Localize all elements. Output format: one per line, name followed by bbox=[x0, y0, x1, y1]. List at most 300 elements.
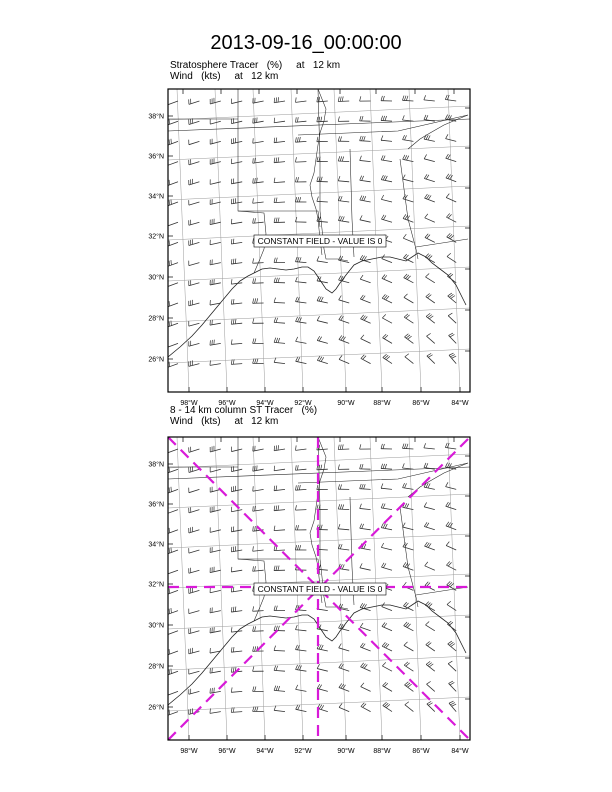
wind-barb-flag bbox=[274, 686, 276, 691]
wind-barb-flag bbox=[274, 118, 275, 123]
wind-barb-flag bbox=[253, 586, 254, 591]
wind-barb-flag bbox=[321, 117, 322, 122]
wind-barb bbox=[446, 217, 456, 222]
wind-barb bbox=[424, 198, 434, 202]
lon-tick-label: 96°W bbox=[218, 748, 236, 755]
wind-barb bbox=[445, 99, 456, 101]
wind-barb bbox=[253, 101, 264, 103]
wind-barb-flag bbox=[362, 464, 363, 469]
wind-barb bbox=[404, 297, 413, 303]
wind-barb-flag bbox=[278, 338, 280, 343]
wind-barb-flag bbox=[255, 687, 256, 692]
wind-barb-flag bbox=[427, 701, 431, 704]
wind-barb-flag bbox=[317, 177, 318, 182]
wind-barb-flag bbox=[253, 198, 254, 203]
wind-barb bbox=[317, 669, 328, 672]
wind-barb-flag bbox=[274, 338, 276, 343]
lon-gridline-0 bbox=[177, 89, 189, 392]
lat-tick-label: 30°N bbox=[148, 622, 164, 630]
wind-barb-flag bbox=[427, 353, 431, 356]
wind-barb-flag bbox=[231, 667, 232, 672]
wind-barb-flag bbox=[295, 157, 296, 162]
wind-barb-flag bbox=[295, 505, 296, 510]
wind-barb bbox=[210, 364, 221, 366]
wind-barb-flag bbox=[381, 136, 383, 141]
wind-barb bbox=[317, 121, 328, 122]
wind-barb bbox=[426, 625, 435, 631]
lon-gridline-6 bbox=[409, 89, 421, 392]
boundary-coast bbox=[168, 253, 466, 357]
wind-barb-flag bbox=[381, 155, 383, 160]
wind-barb-flag bbox=[402, 463, 404, 468]
wind-barb-flag bbox=[424, 95, 426, 100]
wind-barb bbox=[210, 343, 221, 345]
wind-barb-flag bbox=[299, 257, 301, 262]
wind-barb bbox=[338, 549, 349, 550]
wind-barb-flag bbox=[362, 116, 363, 121]
wind-barb bbox=[424, 526, 434, 529]
wind-barb-flag bbox=[403, 582, 406, 586]
wind-barb bbox=[168, 449, 178, 453]
wind-barb bbox=[210, 121, 221, 124]
wind-barb-flag bbox=[295, 485, 296, 490]
wind-barb-flag bbox=[297, 177, 298, 182]
wind-barb-flag bbox=[383, 444, 384, 449]
wind-barb bbox=[381, 140, 392, 141]
wind-barb-flag bbox=[276, 686, 278, 691]
wind-barb-flag bbox=[340, 156, 342, 161]
wind-barb-flag bbox=[317, 316, 319, 320]
wind-barb bbox=[360, 528, 371, 530]
wind-barb-flag bbox=[448, 313, 452, 316]
wind-barb bbox=[338, 181, 349, 182]
wind-barb-flag bbox=[231, 319, 232, 324]
wind-barb-flag bbox=[381, 563, 384, 567]
wind-barb-flag bbox=[383, 96, 384, 101]
wind-barb bbox=[405, 357, 414, 364]
wind-barb-flag bbox=[295, 97, 296, 102]
wind-barb-flag bbox=[424, 463, 426, 468]
wind-barb bbox=[295, 141, 306, 142]
wind-barb bbox=[189, 263, 200, 266]
wind-barb bbox=[381, 180, 392, 182]
wind-barb bbox=[274, 101, 285, 103]
wind-barb-flag bbox=[253, 218, 254, 223]
wind-barb-flag bbox=[274, 318, 276, 323]
wind-barb-flag bbox=[276, 258, 277, 263]
wind-barb-flag bbox=[340, 196, 342, 201]
wind-barb-flag bbox=[253, 238, 254, 243]
constant-field-text: CONSTANT FIELD - VALUE IS 0 bbox=[257, 584, 383, 594]
wind-barb-flag bbox=[255, 626, 256, 631]
wind-barb-flag bbox=[255, 339, 256, 344]
wind-barb bbox=[295, 162, 306, 163]
wind-barb bbox=[168, 691, 178, 695]
wind-barb-flag bbox=[233, 319, 234, 324]
wind-barb-flag bbox=[274, 98, 275, 103]
wind-barb-flag bbox=[383, 156, 385, 161]
boundary-gaFl bbox=[416, 239, 468, 247]
wind-barb-flag bbox=[231, 259, 232, 264]
wind-barb bbox=[338, 161, 349, 162]
wind-barb bbox=[382, 278, 392, 282]
wind-barb-flag bbox=[274, 666, 276, 671]
wind-barb-flag bbox=[295, 257, 297, 262]
wind-barb bbox=[274, 342, 285, 343]
wind-barb bbox=[274, 489, 285, 490]
wind-barb-flag bbox=[295, 117, 296, 122]
wind-barb bbox=[382, 318, 392, 323]
wind-barb-flag bbox=[257, 707, 258, 712]
wind-barb-flag bbox=[342, 96, 343, 101]
wind-barb-flag bbox=[299, 666, 301, 671]
wind-barb bbox=[381, 468, 392, 469]
wind-barb-flag bbox=[233, 647, 234, 652]
wind-barb bbox=[189, 489, 199, 492]
wind-barb bbox=[295, 510, 306, 511]
wind-barb-flag bbox=[235, 607, 236, 612]
wind-barb-flag bbox=[338, 136, 339, 141]
wind-barb-flag bbox=[233, 259, 234, 264]
wind-barb-flag bbox=[257, 298, 258, 303]
wind-barb bbox=[360, 160, 371, 161]
wind-barb-flag bbox=[253, 258, 254, 263]
wind-barb bbox=[361, 687, 371, 692]
wind-barb bbox=[317, 301, 328, 303]
wind-barb-flag bbox=[276, 506, 277, 511]
wind-barb bbox=[274, 650, 285, 651]
wind-barb-flag bbox=[253, 178, 254, 183]
lon-tick-label: 96°W bbox=[218, 400, 236, 407]
wind-barb-flag bbox=[295, 525, 296, 530]
lon-tick-label: 86°W bbox=[412, 748, 430, 755]
wind-barb bbox=[427, 684, 435, 691]
wind-barb bbox=[231, 182, 242, 184]
wind-barb-flag bbox=[339, 703, 342, 707]
wind-barb-flag bbox=[317, 336, 320, 340]
wind-barb bbox=[339, 300, 350, 303]
wind-barb-flag bbox=[276, 198, 277, 203]
wind-barb-flag bbox=[274, 358, 276, 363]
wind-barb bbox=[338, 101, 349, 102]
wind-barb-flag bbox=[253, 506, 254, 511]
wind-barb bbox=[295, 302, 306, 303]
wind-barb-flag bbox=[296, 705, 298, 709]
wind-barb bbox=[231, 469, 242, 471]
wind-barb-flag bbox=[255, 506, 256, 511]
wind-barb bbox=[231, 364, 242, 365]
wind-barb-flag bbox=[297, 137, 298, 142]
wind-barb-flag bbox=[339, 355, 342, 359]
wind-barb bbox=[360, 180, 371, 182]
wind-barb-flag bbox=[426, 463, 428, 468]
wind-barb bbox=[447, 624, 456, 631]
wind-barb bbox=[274, 690, 285, 691]
wind-barb bbox=[381, 199, 392, 202]
wind-barb-flag bbox=[381, 444, 382, 449]
wind-barb-flag bbox=[445, 115, 447, 119]
wind-barb-flag bbox=[426, 483, 428, 487]
wind-barb-flag bbox=[253, 687, 254, 692]
wind-barb-flag bbox=[297, 545, 298, 550]
wind-barb-flag bbox=[317, 157, 318, 162]
wind-barb bbox=[360, 489, 371, 490]
wind-barb-flag bbox=[296, 317, 298, 322]
wind-barb-flag bbox=[424, 135, 426, 139]
wind-barb bbox=[360, 647, 370, 651]
wind-barb bbox=[274, 162, 285, 163]
wind-barb-flag bbox=[383, 116, 385, 121]
wind-barb-flag bbox=[296, 337, 298, 342]
wind-barb-flag bbox=[297, 465, 298, 470]
wind-barb-flag bbox=[276, 606, 277, 611]
lat-tick-label: 38°N bbox=[148, 113, 164, 121]
wind-barb bbox=[426, 645, 435, 651]
wind-barb-flag bbox=[424, 154, 426, 158]
wind-barb-flag bbox=[231, 239, 232, 244]
lat-tick-label: 28°N bbox=[148, 663, 164, 671]
wind-barb-flag bbox=[233, 239, 234, 244]
wind-barb bbox=[426, 297, 435, 303]
lat-tick-label: 34°N bbox=[148, 541, 164, 549]
wind-barb bbox=[295, 650, 306, 651]
wind-barb-flag bbox=[364, 136, 366, 141]
wind-barb-flag bbox=[447, 601, 451, 604]
lon-tick-label: 84°W bbox=[451, 748, 469, 755]
wind-barb-flag bbox=[276, 138, 277, 143]
wind-barb bbox=[231, 303, 242, 304]
wind-barb-flag bbox=[360, 215, 362, 219]
wind-barb-flag bbox=[403, 523, 405, 527]
wind-barb bbox=[253, 570, 264, 571]
wind-barb-flag bbox=[427, 333, 431, 336]
wind-barb-flag bbox=[360, 623, 363, 627]
wind-barb-flag bbox=[385, 176, 387, 180]
wind-barb-flag bbox=[274, 506, 275, 511]
wind-barb-flag bbox=[255, 158, 256, 163]
wind-barb-flag bbox=[449, 353, 454, 355]
wind-barb-flag bbox=[233, 607, 234, 612]
wind-barb-flag bbox=[253, 339, 254, 344]
wind-barb-flag bbox=[274, 218, 275, 223]
wind-barb-flag bbox=[295, 465, 296, 470]
wind-barb bbox=[424, 159, 435, 162]
wind-barb-flag bbox=[342, 217, 344, 222]
lon-tick-label: 92°W bbox=[294, 748, 312, 755]
wind-barb-flag bbox=[231, 687, 232, 692]
lat-tick-label: 28°N bbox=[148, 315, 164, 323]
wind-barb-flag bbox=[253, 546, 254, 551]
wind-barb-flag bbox=[425, 214, 428, 218]
wind-barb-flag bbox=[381, 175, 383, 179]
wind-barb-flag bbox=[338, 117, 339, 122]
wind-barb bbox=[295, 469, 306, 470]
wind-barb bbox=[168, 101, 178, 105]
wind-barb bbox=[296, 709, 307, 711]
wind-barb bbox=[231, 323, 242, 324]
wind-barb-flag bbox=[299, 545, 300, 550]
wind-barb bbox=[231, 651, 242, 652]
wind-barb-flag bbox=[385, 116, 387, 121]
wind-barb-flag bbox=[339, 644, 342, 648]
wind-barb-flag bbox=[426, 135, 428, 139]
wind-barb-flag bbox=[319, 297, 321, 301]
wind-barb-flag bbox=[274, 706, 276, 711]
wind-barb bbox=[210, 222, 221, 224]
wind-barb-flag bbox=[360, 504, 362, 509]
wind-barb-flag bbox=[274, 526, 275, 531]
bottom-panel-variable-label: 8 - 14 km column ST Tracer (%) bbox=[170, 405, 318, 416]
wind-barb bbox=[427, 704, 435, 712]
wind-barb-flag bbox=[278, 278, 279, 283]
wind-barb bbox=[317, 261, 328, 263]
wind-barb bbox=[425, 238, 435, 243]
wind-barb bbox=[382, 646, 392, 651]
wind-barb-flag bbox=[342, 504, 344, 509]
wind-barb bbox=[274, 362, 285, 363]
wind-barb-flag bbox=[406, 96, 408, 101]
wind-barb-flag bbox=[360, 524, 362, 529]
wind-barb-flag bbox=[445, 443, 447, 448]
wind-barb bbox=[231, 141, 242, 143]
wind-barb bbox=[317, 629, 328, 631]
wind-barb-flag bbox=[361, 335, 364, 339]
wind-barb bbox=[231, 510, 242, 512]
wind-barb bbox=[448, 644, 456, 651]
wind-barb bbox=[382, 626, 392, 630]
wind-barb-flag bbox=[319, 337, 322, 341]
wind-barb-flag bbox=[424, 115, 426, 120]
wind-barb-flag bbox=[445, 463, 447, 467]
lon-tick-label: 88°W bbox=[373, 400, 391, 407]
wind-barb-flag bbox=[360, 96, 361, 101]
wind-barb bbox=[424, 507, 435, 510]
wind-barb bbox=[168, 510, 178, 514]
wind-barb bbox=[403, 547, 414, 550]
wind-barb bbox=[360, 548, 371, 550]
panel-top-constant-field-label bbox=[254, 235, 386, 247]
wind-barb-flag bbox=[338, 176, 340, 181]
wind-barb bbox=[424, 178, 434, 181]
wind-barb-flag bbox=[321, 177, 322, 182]
wind-barb-flag bbox=[295, 605, 297, 610]
wind-barb-flag bbox=[317, 505, 318, 510]
wind-barb-flag bbox=[360, 195, 362, 200]
wind-barb-flag bbox=[321, 465, 322, 470]
wind-barb-flag bbox=[426, 622, 430, 625]
wind-barb bbox=[253, 263, 264, 264]
constant-field-text: CONSTANT FIELD - VALUE IS 0 bbox=[257, 236, 383, 246]
wind-barb-flag bbox=[255, 707, 256, 712]
wind-barb-flag bbox=[298, 357, 300, 361]
wind-barb bbox=[295, 262, 306, 263]
wind-barb bbox=[210, 631, 221, 633]
wind-barb-flag bbox=[278, 626, 279, 631]
wind-barb bbox=[403, 488, 414, 490]
wind-barb-flag bbox=[255, 526, 256, 531]
wind-barb bbox=[274, 449, 285, 451]
wind-barb-flag bbox=[231, 299, 232, 304]
wind-barb-flag bbox=[360, 444, 361, 449]
wind-barb bbox=[210, 323, 221, 325]
wind-barb bbox=[446, 178, 456, 182]
wind-barb bbox=[295, 282, 306, 283]
wind-barb-flag bbox=[427, 681, 431, 684]
wind-barb-flag bbox=[317, 485, 318, 490]
wind-barb-flag bbox=[385, 524, 387, 528]
wind-barb bbox=[338, 449, 349, 450]
wind-barb-flag bbox=[233, 299, 234, 304]
wind-barb bbox=[424, 448, 435, 449]
panel-top-map bbox=[148, 89, 470, 407]
wind-barb-flag bbox=[382, 662, 385, 666]
wind-barb bbox=[231, 263, 242, 264]
wind-barb-flag bbox=[274, 446, 275, 451]
wind-barb-flag bbox=[274, 298, 276, 303]
wind-barb bbox=[448, 316, 456, 324]
lon-tick-label: 90°W bbox=[337, 748, 355, 755]
wind-barb-flag bbox=[253, 298, 254, 303]
wind-barb bbox=[189, 611, 200, 614]
wind-barb bbox=[424, 487, 435, 489]
wind-barb-flag bbox=[407, 156, 409, 160]
wind-barb bbox=[231, 202, 242, 204]
wind-barb bbox=[381, 160, 392, 162]
wind-barb-flag bbox=[253, 526, 254, 531]
wind-barb bbox=[360, 220, 371, 222]
wind-barb-flag bbox=[295, 177, 296, 182]
wind-barb bbox=[446, 139, 457, 142]
panel-bottom-constant-field-label bbox=[254, 583, 386, 595]
wind-barb bbox=[445, 447, 456, 449]
wind-barb-flag bbox=[253, 278, 254, 283]
wind-barb bbox=[338, 220, 349, 222]
wind-barb-flag bbox=[276, 666, 278, 671]
wind-barb-flag bbox=[426, 115, 428, 120]
lat-tick-label: 38°N bbox=[148, 461, 164, 469]
wind-barb-flag bbox=[364, 484, 366, 489]
wind-barb bbox=[446, 526, 456, 530]
wind-barb-flag bbox=[360, 563, 362, 567]
wind-barb bbox=[381, 547, 392, 550]
wind-barb bbox=[210, 530, 221, 533]
wind-barb-flag bbox=[449, 681, 453, 683]
wind-barb-flag bbox=[274, 466, 275, 471]
wind-barb-flag bbox=[253, 158, 254, 163]
wind-barb-flag bbox=[231, 627, 232, 632]
wind-barb-flag bbox=[404, 483, 406, 488]
wind-barb-flag bbox=[450, 355, 455, 357]
wind-barb-flag bbox=[276, 338, 278, 343]
wind-barb-flag bbox=[425, 562, 428, 566]
wind-barb-flag bbox=[381, 116, 383, 121]
wind-barb bbox=[231, 611, 242, 612]
wind-barb bbox=[189, 323, 200, 326]
wind-barb-flag bbox=[255, 218, 256, 223]
wind-barb bbox=[274, 302, 285, 303]
wind-barb bbox=[338, 260, 349, 262]
wind-barb bbox=[339, 707, 349, 711]
wind-barb-flag bbox=[342, 444, 343, 449]
wind-barb-flag bbox=[381, 96, 382, 101]
wind-barb bbox=[296, 669, 307, 671]
wind-barb bbox=[168, 162, 178, 166]
wind-barb-flag bbox=[340, 216, 342, 221]
wind-barb-flag bbox=[340, 136, 341, 141]
wind-barb bbox=[383, 686, 392, 692]
wind-barb bbox=[253, 510, 264, 512]
wind-barb-flag bbox=[295, 277, 297, 282]
